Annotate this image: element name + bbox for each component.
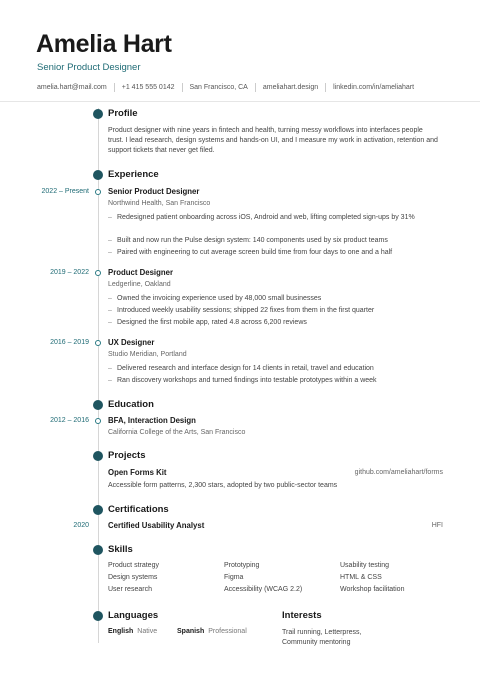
certification-name: Certified Usability Analyst [108,521,205,530]
skill-item: Usability testing [340,562,390,569]
skill-item: HTML & CSS [340,574,382,581]
entry-marker-icon [95,270,101,276]
education-dates: 2012 – 2016 [50,417,89,424]
skill-item: Design systems [108,574,158,581]
job-dates: 2019 – 2022 [50,269,89,276]
project-name: Open Forms Kit [108,468,167,477]
section-heading-interests: Interests [282,610,322,621]
job-company: Studio Meridian, Portland [108,351,187,358]
contact-divider [255,83,256,92]
language-item [108,628,157,635]
section-marker-icon [93,451,103,461]
contact-email[interactable]: amelia.hart@mail.com [37,84,107,91]
job-role: Product Designer [108,268,173,277]
certification-issuer: HFI [431,522,443,529]
job-bullet: – Ran discovery workshops and turned findings into testable prototypes within a week [108,376,428,386]
section-marker-icon [93,545,103,555]
contact-location: San Francisco, CA [189,84,248,91]
skill-item: Workshop facilitation [340,586,405,593]
section-marker-icon [93,505,103,515]
job-bullet: – Designed the first mobile app, rated 4.8 across 6,200 reviews [108,318,428,328]
job-bullet: – Delivered research and interface design for 14 clients in retail, travel and education [108,364,428,374]
entry-marker-icon [95,418,101,424]
contact-phone[interactable]: +1 415 555 0142 [121,84,175,91]
header-divider [0,101,480,102]
job-bullet: – Introduced weekly usability sessions; shipped 22 fixes from them in the first quarter [108,306,428,316]
job-dates: 2022 – Present [41,188,89,195]
skill-item: Accessibility (WCAG 2.2) [224,586,303,593]
section-marker-icon [93,170,103,180]
project-link[interactable]: github.com/ameliahart/forms [354,469,443,476]
education-school: California College of the Arts, San Francisco [108,429,246,436]
project-description: Accessible form patterns, 2,300 stars, adopted by two public-sector teams [108,482,338,489]
section-heading-education: Education [108,399,154,410]
job-bullet: – Paired with engineering to cut average screen build time from four days to one and a half [108,248,428,258]
skill-item: Product strategy [108,562,159,569]
skill-item: Prototyping [224,562,260,569]
interests-text: Trail running, Letterpress, Community mentoring [282,629,362,646]
job-title: Senior Product Designer [37,62,141,73]
education-degree: BFA, Interaction Design [108,416,196,425]
job-role: Senior Product Designer [108,187,200,196]
language-name: English [108,628,134,635]
entry-marker-icon [95,189,101,195]
section-marker-icon [93,611,103,621]
language-name: Spanish [177,628,205,635]
job-bullet: – Built and now run the Pulse design system: 140 components used by six product teams [108,236,428,246]
section-heading-certifications: Certifications [108,504,169,515]
entry-marker-icon [95,340,101,346]
section-marker-icon [93,109,103,119]
language-level: Professional [208,628,247,635]
contact-linkedin[interactable]: linkedin.com/in/ameliahart [333,84,415,91]
contact-bar [37,83,414,92]
job-company: Northwind Health, San Francisco [108,200,211,207]
section-marker-icon [93,400,103,410]
section-heading-languages: Languages [108,610,159,621]
skill-item: Figma [224,574,244,581]
resume-name: Amelia Hart [36,30,172,58]
job-bullet: – Owned the invoicing experience used by 48,000 small businesses [108,294,428,304]
job-company: Ledgerline, Oakland [108,281,171,288]
profile-text: Product designer with nine years in fintech and health, turning messy workflows into interfaces people trust. I lead research, design systems and hands-on UI, and I measure my work in activation, retention and support tickets that never get filed. [108,127,438,154]
section-heading-skills: Skills [108,544,133,555]
certification-year: 2020 [73,522,89,529]
skill-item: User research [108,586,152,593]
job-bullet: – Redesigned patient onboarding across iOS, Android and web, lifting completed sign-ups by 31% [108,213,428,223]
language-item [177,628,247,635]
section-heading-experience: Experience [108,169,159,180]
contact-divider [114,83,115,92]
section-heading-profile: Profile [108,108,138,119]
job-role: UX Designer [108,338,155,347]
job-dates: 2016 – 2019 [50,339,89,346]
contact-website[interactable]: ameliahart.design [262,84,319,91]
section-heading-projects: Projects [108,450,146,461]
language-level: Native [137,628,158,635]
contact-divider [325,83,326,92]
contact-divider [182,83,183,92]
